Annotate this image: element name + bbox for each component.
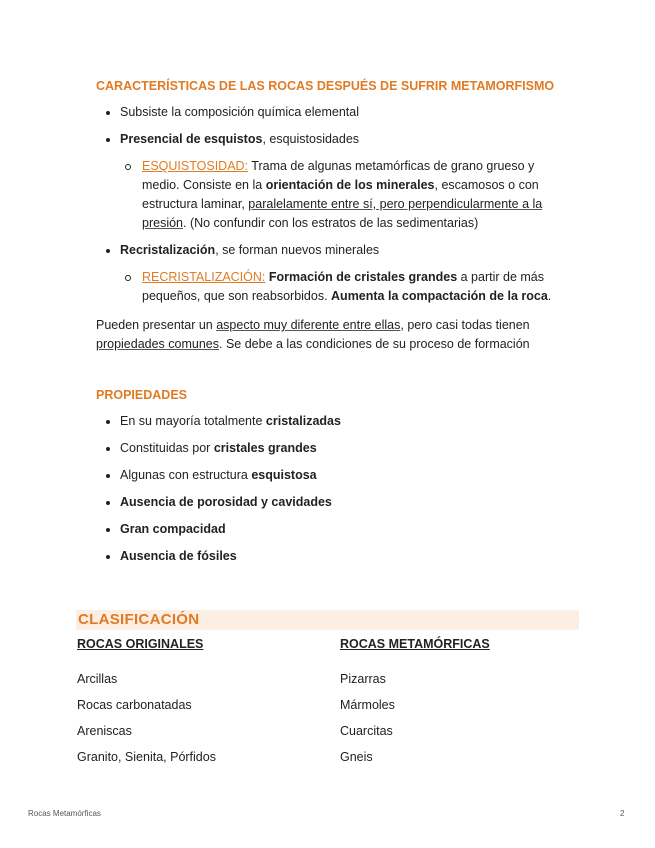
section-title-caracteristicas: CARACTERÍSTICAS DE LAS ROCAS DESPUÉS DE SUFRIR METAMORFISMO: [96, 79, 555, 93]
column-header: ROCAS ORIGINALES: [77, 637, 204, 651]
list-item: Algunas con estructura esquistosa: [104, 466, 564, 485]
sub-list-item: RECRISTALIZACIÓN: Formación de cristales grandes a partir de más pequeños, que son reabsorbidos. Aumenta la compactación de la roca.: [120, 268, 564, 306]
list-item: Recristalización, se forman nuevos minerales RECRISTALIZACIÓN: Formación de cristales grandes a partir de más pequeños, que son reabsorbidos. Aumenta la compactación de la roca.: [104, 241, 564, 306]
list-item: Mármoles: [340, 698, 395, 712]
list-item: Gran compacidad: [104, 520, 564, 539]
section-title-clasificacion: CLASIFICACIÓN: [78, 611, 200, 628]
list-item: Areniscas: [77, 724, 132, 738]
list-item: Rocas carbonatadas: [77, 698, 192, 712]
list-item: Presencial de esquistos, esquistosidades ESQUISTOSIDAD: Trama de algunas metamórficas de grano grueso y medio. Consiste en la orientación de los minerales, escamosos o con estructura laminar, paralelamente entre sí, pero perpendicularmente a la presión. (No confundir con los estratos de las sedimentarias): [104, 130, 564, 233]
list-item: Gneis: [340, 750, 373, 764]
paragraph-aspecto: Pueden presentar un aspecto muy diferente entre ellas, pero casi todas tienen propiedades comunes. Se debe a las condiciones de su proceso de formación: [96, 318, 530, 351]
term-recristalizacion: RECRISTALIZACIÓN:: [142, 270, 266, 284]
page-number: 2: [620, 809, 625, 818]
section-title-propiedades: PROPIEDADES: [96, 388, 187, 402]
sublist-esquistosidad: [120, 157, 564, 233]
list-item: Cuarcitas: [340, 724, 393, 738]
list-item: Ausencia de fósiles: [104, 547, 564, 566]
sub-list-item: ESQUISTOSIDAD: Trama de algunas metamórficas de grano grueso y medio. Consiste en la orientación de los minerales, escamosos o con estructura laminar, paralelamente entre sí, pero perpendicularmente a la presión. (No confundir con los estratos de las sedimentarias): [120, 157, 564, 233]
list-item: Pizarras: [340, 672, 386, 686]
list-item: Granito, Sienita, Pórfidos: [77, 750, 216, 764]
caracteristicas-list: [104, 103, 564, 314]
footer-title: Rocas Metamórficas: [28, 809, 101, 818]
list-item: Ausencia de porosidad y cavidades: [104, 493, 564, 512]
sublist-recristalizacion: [120, 268, 564, 306]
propiedades-list: [104, 412, 564, 574]
column-rocas-originales: [77, 637, 216, 770]
column-rocas-metamorficas: [340, 637, 490, 770]
list-item: En su mayoría totalmente cristalizadas: [104, 412, 564, 431]
list-item: Constituidas por cristales grandes: [104, 439, 564, 458]
list-item: Subsiste la composición química elemental: [104, 103, 564, 122]
list-item: Arcillas: [77, 672, 118, 686]
column-header: ROCAS METAMÓRFICAS: [340, 637, 490, 651]
term-esquistosidad: ESQUISTOSIDAD:: [142, 159, 249, 173]
